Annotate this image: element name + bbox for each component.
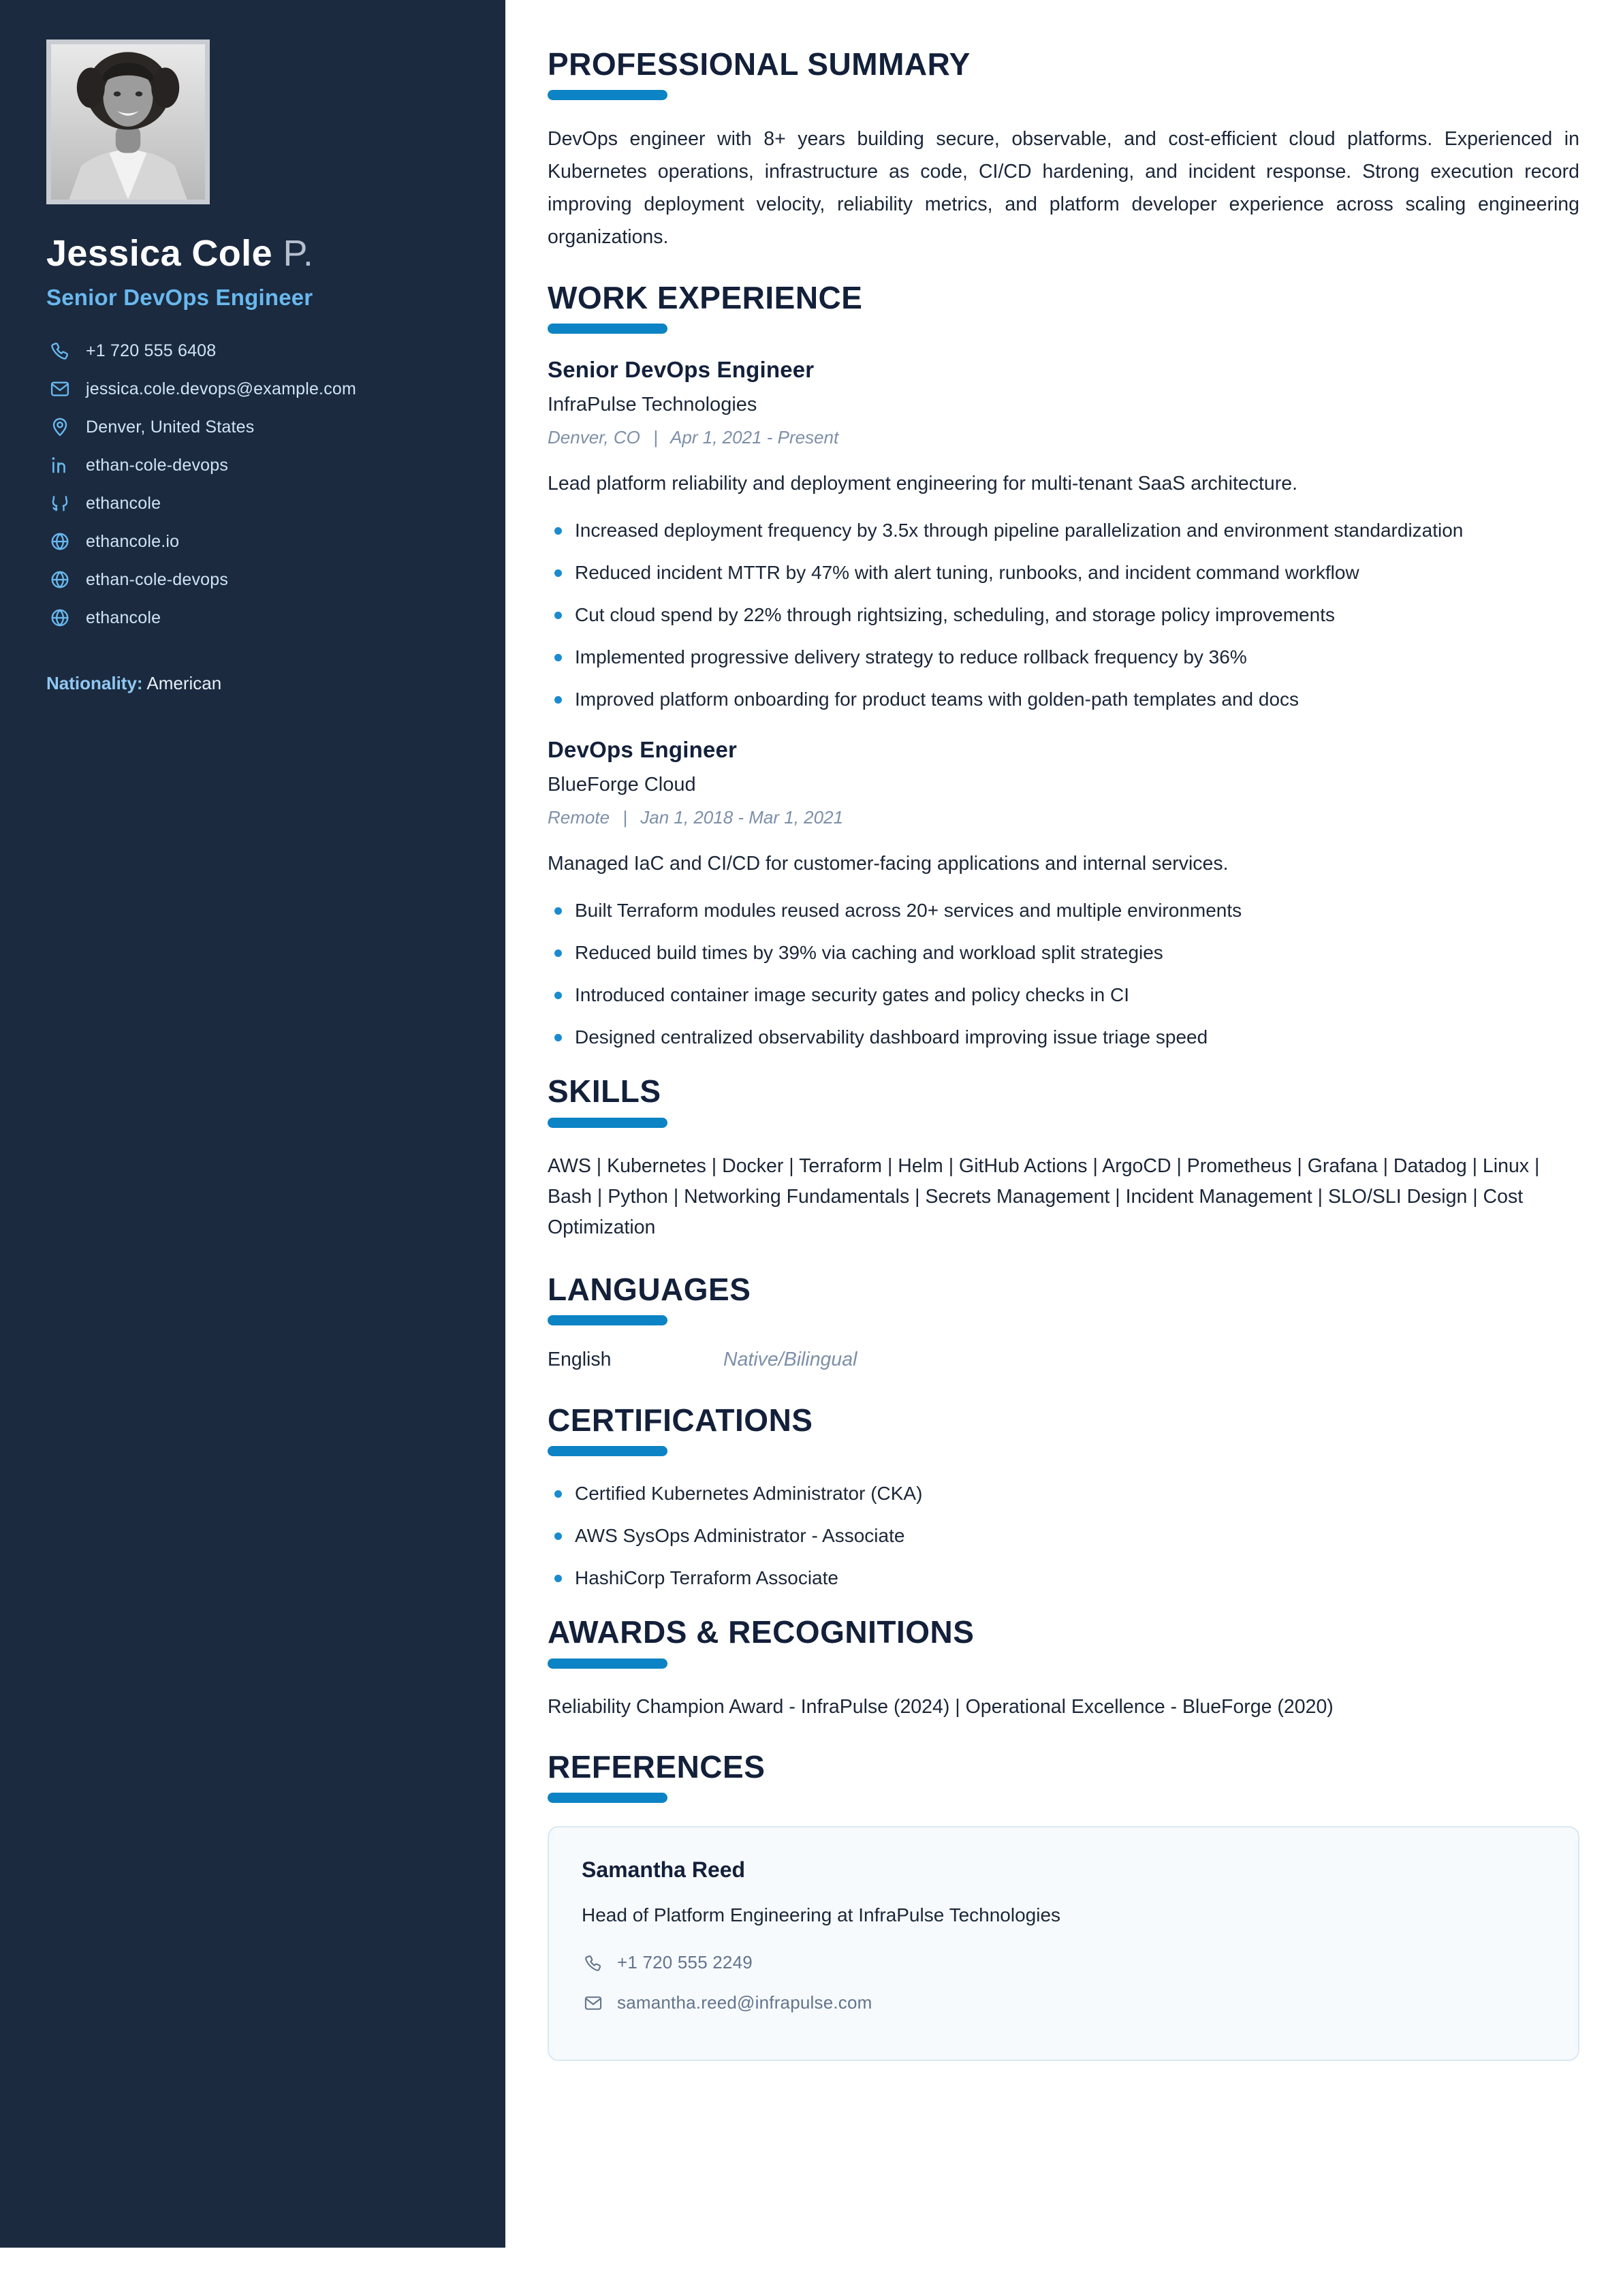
job-bullets xyxy=(548,896,1579,1052)
certification-list xyxy=(548,1479,1579,1592)
heading-accent-bar xyxy=(548,1793,667,1803)
section-professional-summary xyxy=(548,48,1579,254)
list-item: Reduced incident MTTR by 47% with alert tuning, runbooks, and incident command workflow xyxy=(548,559,1579,587)
contact-location-text: Denver, United States xyxy=(86,417,255,437)
email-icon xyxy=(582,1994,605,2013)
awards-text: Reliability Champion Award - InfraPulse (2024) | Operational Excellence - BlueForge (2020) xyxy=(548,1695,1334,1718)
nationality-label: Nationality: xyxy=(46,673,143,694)
section-certifications xyxy=(548,1404,1579,1592)
job-meta-separator: | xyxy=(623,807,628,828)
contact-location xyxy=(46,409,459,445)
job-bullets xyxy=(548,516,1579,714)
list-item: Cut cloud spend by 22% through rightsizing, scheduling, and storage policy improvements xyxy=(548,601,1579,629)
job-role: Senior DevOps Engineer xyxy=(548,357,815,383)
contact-website-2-text: ethan-cole-devops xyxy=(86,569,229,589)
section-awards xyxy=(548,1616,1579,1721)
job-location: Remote xyxy=(548,807,610,828)
section-work-experience xyxy=(548,281,1579,1052)
phone-icon xyxy=(582,1953,605,1972)
summary-text: DevOps engineer with 8+ years building secure, observable, and cost-efficient cloud platforms. Experienced in Kubernetes operations, infrastructure as code, CI/CD hardening, and incident response. Strong execution record improving deployment velocity, reliability metrics, and platform developer experience across scaling engineering organizations. xyxy=(548,128,1579,248)
reference-card xyxy=(548,1826,1579,2061)
contact-email[interactable] xyxy=(46,371,459,407)
job-meta xyxy=(548,807,1579,828)
section-skills xyxy=(548,1075,1579,1242)
heading-accent-bar xyxy=(548,1118,667,1128)
globe-icon xyxy=(46,569,74,590)
contact-website-2[interactable] xyxy=(46,561,459,598)
phone-icon xyxy=(46,341,74,361)
list-item: Increased deployment frequency by 3.5x through pipeline parallelization and environment standardization xyxy=(548,516,1579,545)
job-description: Lead platform reliability and deployment engineering for multi-tenant SaaS architecture. xyxy=(548,473,1298,495)
section-heading: LANGUAGES xyxy=(548,1271,751,1307)
list-item: AWS SysOps Administrator - Associate xyxy=(548,1522,1579,1550)
nationality xyxy=(46,673,459,694)
job-meta xyxy=(548,427,1579,448)
list-item: Introduced container image security gates and policy checks in CI xyxy=(548,981,1579,1009)
section-references xyxy=(548,1750,1579,2061)
heading-accent-bar xyxy=(548,90,667,100)
job-company: BlueForge Cloud xyxy=(548,774,696,796)
contact-website-3-text: ethancole xyxy=(86,608,161,627)
job-dates: Jan 1, 2018 - Mar 1, 2021 xyxy=(640,807,844,828)
section-heading: AWARDS & RECOGNITIONS xyxy=(548,1614,975,1650)
reference-name: Samantha Reed xyxy=(582,1857,746,1883)
reference-email[interactable] xyxy=(582,1992,1545,2013)
contact-email-text: jessica.cole.devops@example.com xyxy=(86,379,357,398)
contact-phone-text: +1 720 555 6408 xyxy=(86,341,217,360)
job-meta-separator: | xyxy=(653,427,658,448)
list-item: Reduced build times by 39% via caching and workload split strategies xyxy=(548,939,1579,967)
contact-phone[interactable] xyxy=(46,332,459,369)
avatar xyxy=(46,40,210,204)
reference-role: Head of Platform Engineering at InfraPulse Technologies xyxy=(582,1904,1061,1926)
contact-github-text: ethancole xyxy=(86,493,161,513)
page-title xyxy=(46,233,459,274)
contact-linkedin-text: ethan-cole-devops xyxy=(86,455,229,475)
section-heading: PROFESSIONAL SUMMARY xyxy=(548,46,971,82)
contact-website-1[interactable] xyxy=(46,523,459,560)
heading-accent-bar xyxy=(548,324,667,334)
list-item: Implemented progressive delivery strategy to reduce rollback frequency by 36% xyxy=(548,643,1579,672)
skills-text: AWS | Kubernetes | Docker | Terraform | Helm | GitHub Actions | ArgoCD | Prometheus | Grafana | Datadog | Linux | Bash | Python | Networking Fundamentals | Secrets Management | Incident Management | SLO/SLI Design | Cost Optimization xyxy=(548,1154,1540,1238)
headline-job-title: Senior DevOps Engineer xyxy=(46,285,313,311)
email-icon xyxy=(46,379,74,399)
language-row xyxy=(548,1349,1579,1371)
list-item: Improved platform onboarding for product teams with golden-path templates and docs xyxy=(548,685,1579,714)
job-dates: Apr 1, 2021 - Present xyxy=(670,427,839,448)
sidebar xyxy=(0,0,505,2248)
list-item: HashiCorp Terraform Associate xyxy=(548,1564,1579,1592)
language-level: Native/Bilingual xyxy=(723,1349,857,1371)
section-heading: CERTIFICATIONS xyxy=(548,1402,813,1438)
globe-icon xyxy=(46,608,74,628)
heading-accent-bar xyxy=(548,1446,667,1456)
github-icon xyxy=(46,493,74,514)
section-heading: REFERENCES xyxy=(548,1748,766,1784)
list-item: Designed centralized observability dashboard improving issue triage speed xyxy=(548,1023,1579,1052)
nationality-value: American xyxy=(146,673,222,694)
job-description: Managed IaC and CI/CD for customer-facing applications and internal services. xyxy=(548,853,1229,875)
contact-list xyxy=(46,332,459,636)
linkedin-icon xyxy=(46,455,74,475)
reference-phone[interactable] xyxy=(582,1952,1545,1973)
contact-github[interactable] xyxy=(46,485,459,522)
heading-accent-bar xyxy=(548,1658,667,1669)
list-item: Built Terraform modules reused across 20+ services and multiple environments xyxy=(548,896,1579,925)
main-content xyxy=(505,0,1623,2296)
job-location: Denver, CO xyxy=(548,427,640,448)
language-name: English xyxy=(548,1349,612,1371)
name-suffix: P. xyxy=(283,233,314,274)
contact-website-3[interactable] xyxy=(46,599,459,636)
globe-icon xyxy=(46,531,74,552)
job-role: DevOps Engineer xyxy=(548,737,738,763)
work-entry xyxy=(548,737,1579,1052)
heading-accent-bar xyxy=(548,1315,667,1325)
work-entry xyxy=(548,357,1579,714)
location-icon xyxy=(46,417,74,437)
reference-phone-text: +1 720 555 2249 xyxy=(617,1952,753,1973)
reference-email-text: samantha.reed@infrapulse.com xyxy=(617,1992,872,2013)
job-company: InfraPulse Technologies xyxy=(548,394,757,416)
contact-linkedin[interactable] xyxy=(46,447,459,484)
list-item: Certified Kubernetes Administrator (CKA) xyxy=(548,1479,1579,1508)
section-heading: SKILLS xyxy=(548,1073,661,1110)
contact-website-1-text: ethancole.io xyxy=(86,531,180,551)
full-name: Jessica Cole xyxy=(46,233,273,274)
section-heading: WORK EXPERIENCE xyxy=(548,279,863,315)
section-languages xyxy=(548,1273,1579,1371)
